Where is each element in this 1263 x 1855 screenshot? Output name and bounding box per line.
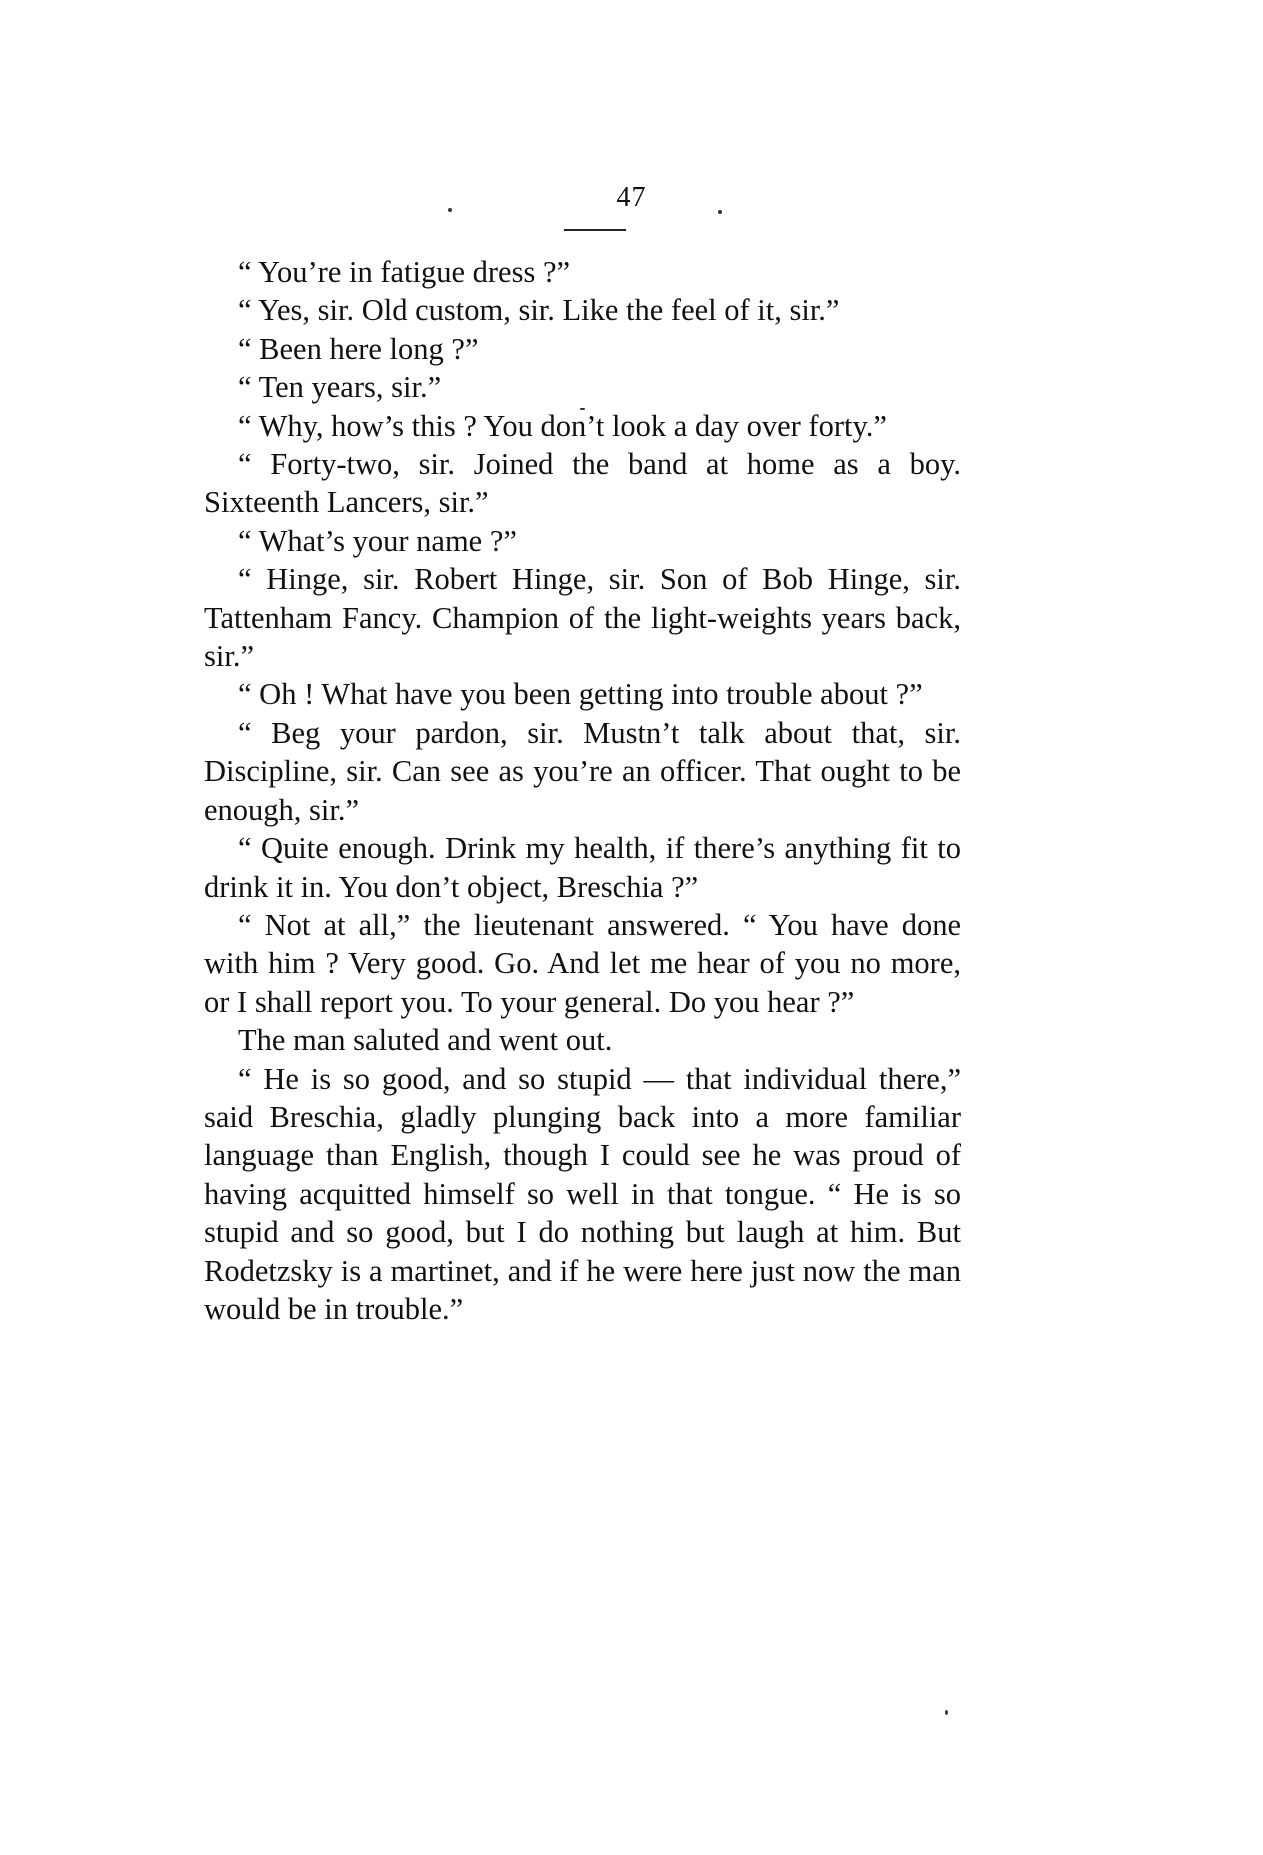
paragraph: “ Why, how’s this ? You don’t look a day over forty.” [238,408,887,443]
paragraph: “ Forty-two, sir. Joined the band at home as a boy. Sixteenth Lancers, sir.” [204,447,961,520]
print-speck [945,1710,948,1715]
body-text [204,253,961,1328]
page-number: 47 [616,182,647,213]
paragraph: “ Ten years, sir.” [238,370,442,405]
paragraph: “ Yes, sir. Old custom, sir. Like the feel of it, sir.” [238,293,840,328]
paragraph: “ You’re in fatigue dress ?” [238,255,571,289]
paragraph: “ Not at all,” the lieutenant answered. “ You have done with him ? Very good. Go. And let me hear of you no more, or I shall report you. To your general. Do you hear ?” [204,907,961,1019]
paragraph: “ Quite enough. Drink my health, if there’s anything fit to drink it in. You don’t object, Breschia ?” [204,831,961,904]
page-header [0,182,1263,214]
paragraph: “ Hinge, sir. Robert Hinge, sir. Son of Bob Hinge, sir. Tattenham Fancy. Champion of the light-weights years back, sir.” [204,562,961,674]
paragraph: “ Beg your pardon, sir. Mustn’t talk about that, sir. Discipline, sir. Can see as you’re an officer. That ought to be enough, sir.” [204,715,961,827]
header-rule [564,229,626,231]
paragraph: The man saluted and went out. [238,1023,613,1058]
paragraph: “ Oh ! What have you been getting into trouble about ?” [238,677,923,712]
paragraph: “ Been here long ?” [238,331,479,366]
paragraph: “ What’s your name ?” [238,523,517,558]
paragraph: “ He is so good, and so stupid — that individual there,” said Breschia, gladly plunging back into a more familiar language than English, though I could see he was proud of having acquitted himself so well in that tongue. “ He is so stupid and so good, but I do nothing but laugh at him. But Rodetzsky is a martinet, and if he were here just now the man would be in trouble.” [204,1061,961,1326]
